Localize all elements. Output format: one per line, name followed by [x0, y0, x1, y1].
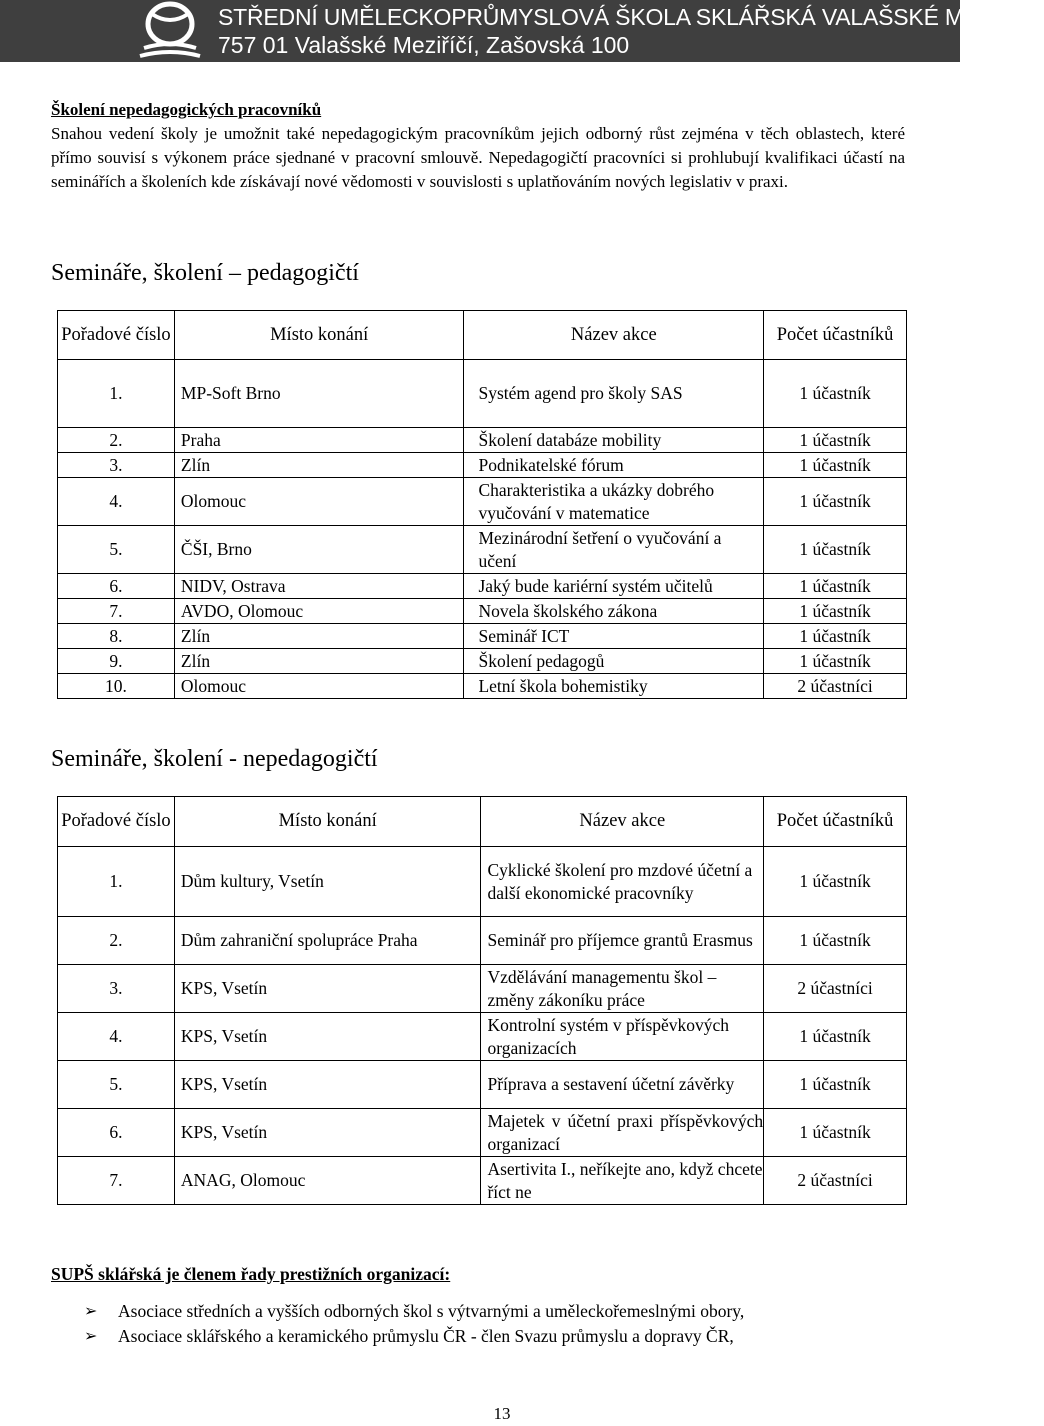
intro-section	[51, 98, 905, 194]
col-header-number: Pořadové číslo	[58, 797, 175, 847]
page-number: 13	[493, 1404, 511, 1423]
cell-event: Majetek v účetní praxi příspěvkových organizací	[481, 1109, 764, 1157]
cell-place: KPS, Vsetín	[174, 965, 481, 1013]
cell-number: 6.	[58, 1109, 175, 1157]
table-row	[58, 1013, 907, 1061]
cell-number: 3.	[58, 965, 175, 1013]
cell-number: 3.	[58, 453, 175, 478]
school-address: 757 01 Valašské Meziříčí, Zašovská 100	[218, 32, 630, 58]
arrow-bullet-icon: ➢	[84, 1326, 98, 1345]
cell-event: Seminář ICT	[464, 624, 764, 649]
col-header-place: Místo konání	[174, 311, 464, 360]
cell-place: KPS, Vsetín	[174, 1013, 481, 1061]
cell-place: AVDO, Olomouc	[174, 599, 464, 624]
cell-place: ANAG, Olomouc	[174, 1157, 481, 1205]
list-item	[51, 1324, 911, 1348]
cell-count: 1 účastník	[764, 428, 907, 453]
cell-count: 1 účastník	[764, 1061, 907, 1109]
intro-text: Snahou vedení školy je umožnit také nepedagogickým pracovníkům jejich odborný růst zejména v těch oblastech, které přímo souvisí s výkonem práce sjednané v pracovní smlouvě. Nepedagogičtí pracovníci si prohlubují kvalifikaci účastí na seminářích a školeních kde získávají nové vědomosti v souvislosti s uplatňováním nových legislativ v praxi.	[51, 124, 905, 191]
cell-place: Zlín	[174, 649, 464, 674]
cell-number: 7.	[58, 599, 175, 624]
cell-number: 1.	[58, 360, 175, 428]
table1-title: Semináře, školení – pedagogičtí	[51, 260, 359, 286]
cell-event: Mezinárodní šetření o vyučování a učení	[464, 526, 764, 574]
memberships-heading: SUPŠ sklářská je členem řady prestižních organizací:	[51, 1264, 451, 1284]
table-row	[58, 428, 907, 453]
table-row	[58, 917, 907, 965]
cell-place: Olomouc	[174, 674, 464, 699]
cell-count: 1 účastník	[764, 599, 907, 624]
cell-number: 5.	[58, 526, 175, 574]
cell-place: ČŠI, Brno	[174, 526, 464, 574]
cell-count: 1 účastník	[764, 1013, 907, 1061]
memberships-list	[51, 1299, 911, 1348]
col-header-count: Počet účastníků	[764, 797, 907, 847]
cell-event: Cyklické školení pro mzdové účetní a další ekonomické pracovníky	[481, 847, 764, 917]
cell-count: 2 účastníci	[764, 674, 907, 699]
table-row	[58, 1109, 907, 1157]
table-row	[58, 649, 907, 674]
cell-number: 6.	[58, 574, 175, 599]
cell-place: Zlín	[174, 624, 464, 649]
cell-event: Asertivita I., neříkejte ano, když chcete říct ne	[481, 1157, 764, 1205]
cell-event: Příprava a sestavení účetní závěrky	[481, 1061, 764, 1109]
cell-count: 1 účastník	[764, 574, 907, 599]
school-logo-icon	[132, 2, 208, 60]
cell-place: NIDV, Ostrava	[174, 574, 464, 599]
intro-heading: Školení nepedagogických pracovníků	[51, 100, 322, 119]
cell-number: 10.	[58, 674, 175, 699]
list-item-text: Asociace sklářského a keramického průmyslu ČR - člen Svazu průmyslu a dopravy ČR,	[118, 1326, 734, 1346]
table2-title: Semináře, školení - nepedagogičtí	[51, 746, 378, 772]
cell-place: KPS, Vsetín	[174, 1061, 481, 1109]
table-row	[58, 674, 907, 699]
cell-number: 1.	[58, 847, 175, 917]
table-row	[58, 847, 907, 917]
table-row	[58, 526, 907, 574]
cell-place: Praha	[174, 428, 464, 453]
cell-count: 1 účastník	[764, 478, 907, 526]
col-header-place: Místo konání	[174, 797, 481, 847]
school-name: STŘEDNÍ UMĚLECKOPRŮMYSLOVÁ ŠKOLA SKLÁŘSKÁ VALAŠSKÉ MEZIŘÍČÍ	[218, 4, 1044, 30]
table-pedagogical	[57, 310, 907, 699]
table-row	[58, 574, 907, 599]
arrow-bullet-icon: ➢	[84, 1301, 98, 1320]
cell-number: 2.	[58, 917, 175, 965]
cell-event: Podnikatelské fórum	[464, 453, 764, 478]
table-row	[58, 360, 907, 428]
cell-count: 1 účastník	[764, 1109, 907, 1157]
cell-number: 9.	[58, 649, 175, 674]
table-row	[58, 965, 907, 1013]
cell-count: 1 účastník	[764, 847, 907, 917]
cell-event: Letní škola bohemistiky	[464, 674, 764, 699]
list-item-text: Asociace středních a vyšších odborných škol s výtvarnými a uměleckořemeslnými obory,	[118, 1301, 745, 1321]
cell-event: Vzdělávání managementu škol – změny zákoníku práce	[481, 965, 764, 1013]
list-item	[51, 1299, 911, 1323]
table-row	[58, 624, 907, 649]
col-header-number: Pořadové číslo	[58, 311, 175, 360]
cell-event: Školení pedagogů	[464, 649, 764, 674]
table-row	[58, 453, 907, 478]
cell-event: Školení databáze mobility	[464, 428, 764, 453]
table-header-row	[58, 797, 907, 847]
cell-place: KPS, Vsetín	[174, 1109, 481, 1157]
cell-count: 2 účastníci	[764, 1157, 907, 1205]
cell-place: Zlín	[174, 453, 464, 478]
cell-event: Seminář pro příjemce grantů Erasmus	[481, 917, 764, 965]
cell-event: Systém agend pro školy SAS	[464, 360, 764, 428]
table-non-pedagogical	[57, 796, 907, 1205]
cell-number: 8.	[58, 624, 175, 649]
table-header-row	[58, 311, 907, 360]
cell-number: 2.	[58, 428, 175, 453]
table-row	[58, 1061, 907, 1109]
col-header-count: Počet účastníků	[764, 311, 907, 360]
cell-count: 1 účastník	[764, 649, 907, 674]
cell-place: Dům kultury, Vsetín	[174, 847, 481, 917]
cell-count: 1 účastník	[764, 917, 907, 965]
cell-event: Jaký bude kariérní systém učitelů	[464, 574, 764, 599]
cell-count: 2 účastníci	[764, 965, 907, 1013]
table-row	[58, 599, 907, 624]
cell-count: 1 účastník	[764, 624, 907, 649]
col-header-event: Název akce	[464, 311, 764, 360]
cell-number: 7.	[58, 1157, 175, 1205]
cell-count: 1 účastník	[764, 526, 907, 574]
cell-number: 5.	[58, 1061, 175, 1109]
cell-number: 4.	[58, 478, 175, 526]
cell-number: 4.	[58, 1013, 175, 1061]
page-header	[0, 0, 1044, 62]
table-row	[58, 478, 907, 526]
cell-place: Olomouc	[174, 478, 464, 526]
cell-count: 1 účastník	[764, 453, 907, 478]
cell-event: Kontrolní systém v příspěvkových organizacích	[481, 1013, 764, 1061]
cell-event: Novela školského zákona	[464, 599, 764, 624]
table-row	[58, 1157, 907, 1205]
cell-event: Charakteristika a ukázky dobrého vyučování v matematice	[464, 478, 764, 526]
cell-place: MP-Soft Brno	[174, 360, 464, 428]
cell-place: Dům zahraniční spolupráce Praha	[174, 917, 481, 965]
cell-count: 1 účastník	[764, 360, 907, 428]
col-header-event: Název akce	[481, 797, 764, 847]
memberships-section	[51, 1262, 911, 1349]
